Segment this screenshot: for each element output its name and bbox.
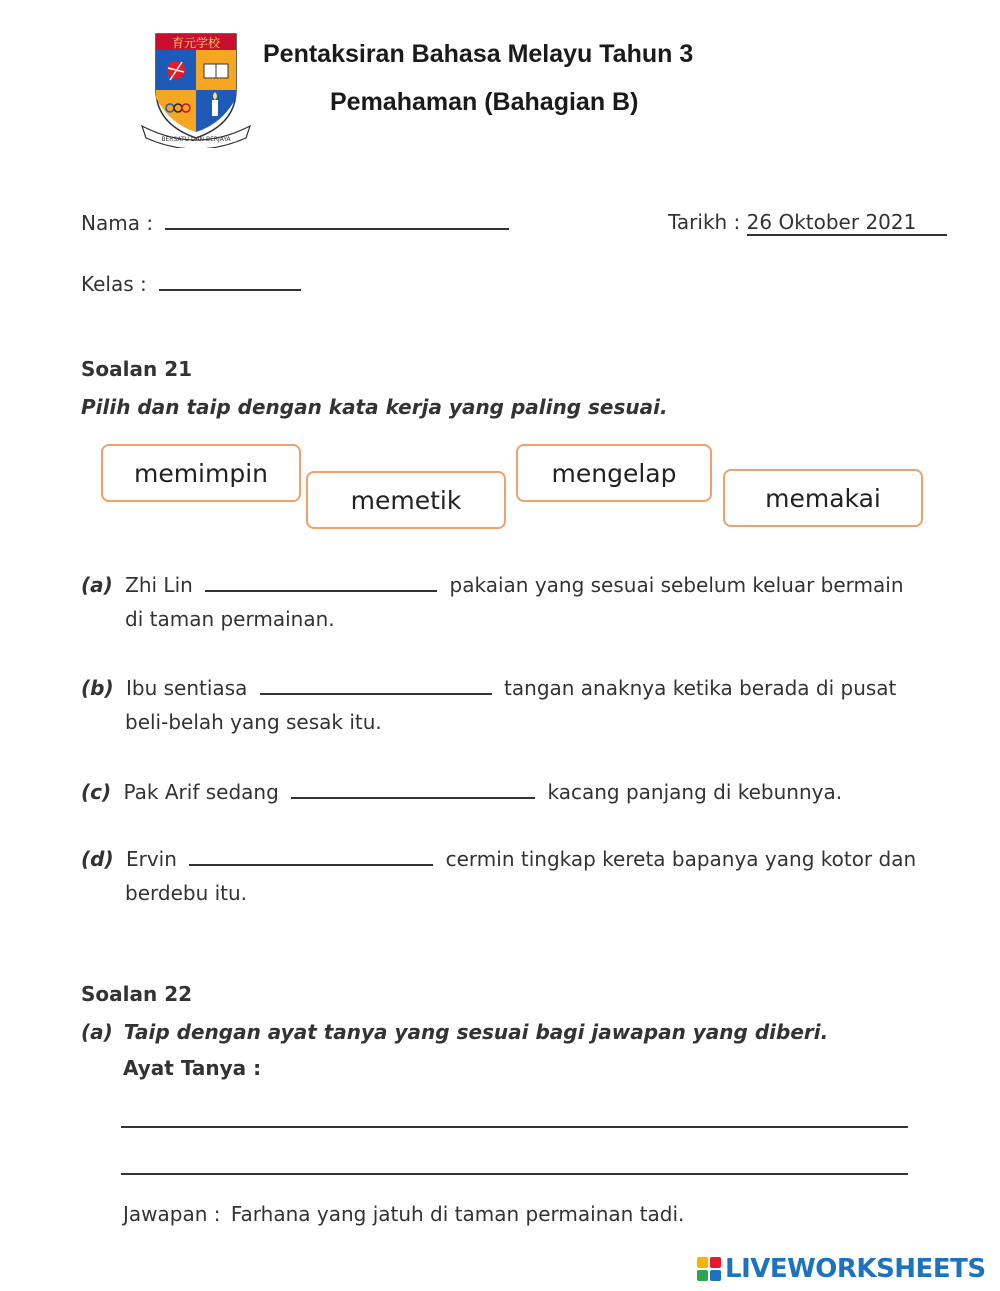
answer-line-2[interactable] [121, 1173, 908, 1175]
item-before: Ervin [125, 847, 177, 871]
liveworksheets-icon [696, 1256, 722, 1282]
answer-blank-b[interactable] [260, 675, 492, 695]
liveworksheets-text: LIVEWORKSHEETS [725, 1254, 986, 1284]
crest-motto: BERSATU DAN BERJAYA [161, 136, 231, 143]
q22-instruction-row [81, 1020, 828, 1044]
answer-line-1[interactable] [121, 1126, 908, 1128]
item-before: Ibu sentiasa [125, 676, 248, 700]
answer-blank-d[interactable] [189, 846, 433, 866]
q21-item-c [81, 779, 842, 804]
item-label: (d) [81, 847, 114, 871]
q21-item-a [81, 572, 904, 597]
liveworksheets-logo [696, 1252, 992, 1286]
item-label: (a) [81, 573, 113, 597]
q22-label: (a) [81, 1020, 113, 1044]
page-title: Pentaksiran Bahasa Melayu Tahun 3 [263, 40, 694, 68]
word-box-memetik: memetik [306, 471, 506, 529]
name-row [81, 210, 509, 235]
answer-blank-c[interactable] [291, 779, 535, 799]
item-after: cermin tingkap kereta bapanya yang kotor dan [445, 847, 917, 871]
q22-instruction: Taip dengan ayat tanya yang sesuai bagi jawapan yang diberi. [123, 1020, 829, 1044]
item-before: Pak Arif sedang [123, 780, 279, 804]
q21-item-b-line2: beli-belah yang sesak itu. [125, 710, 382, 734]
item-label: (b) [81, 676, 114, 700]
answer-text: Farhana yang jatuh di taman permainan tadi. [230, 1202, 685, 1226]
question-label: Ayat Tanya : [123, 1056, 262, 1080]
q22-heading: Soalan 22 [81, 982, 193, 1006]
answer-blank-a[interactable] [205, 572, 437, 592]
date-label: Tarikh : [668, 210, 741, 234]
item-after: pakaian yang sesuai sebelum keluar bermain [449, 573, 904, 597]
q21-heading: Soalan 21 [81, 357, 193, 381]
answer-label: Jawapan : [123, 1202, 221, 1226]
item-after: kacang panjang di kebunnya. [547, 780, 843, 804]
q21-item-d [81, 846, 916, 871]
word-box-mengelap: mengelap [516, 444, 712, 502]
q21-item-d-line2: berdebu itu. [125, 881, 248, 905]
date-value: 26 Oktober 2021 [747, 210, 947, 236]
name-blank[interactable] [165, 210, 509, 230]
name-label: Nama : [81, 211, 154, 235]
word-box-memakai: memakai [723, 469, 923, 527]
q21-item-b [81, 675, 896, 700]
class-row [81, 271, 301, 296]
date-row [668, 210, 947, 236]
crest-chinese-text: 育元学校 [171, 36, 221, 50]
item-label: (c) [81, 780, 112, 804]
item-after: tangan anaknya ketika berada di pusat [504, 676, 897, 700]
school-crest [140, 28, 252, 148]
q21-instruction: Pilih dan taip dengan kata kerja yang paling sesuai. [81, 395, 668, 419]
class-label: Kelas : [81, 272, 147, 296]
class-blank[interactable] [159, 271, 301, 291]
q21-item-a-line2: di taman permainan. [125, 607, 335, 631]
answer-row [123, 1202, 684, 1226]
page-subtitle: Pemahaman (Bahagian B) [330, 88, 639, 116]
word-box-memimpin: memimpin [101, 444, 301, 502]
item-before: Zhi Lin [125, 573, 193, 597]
